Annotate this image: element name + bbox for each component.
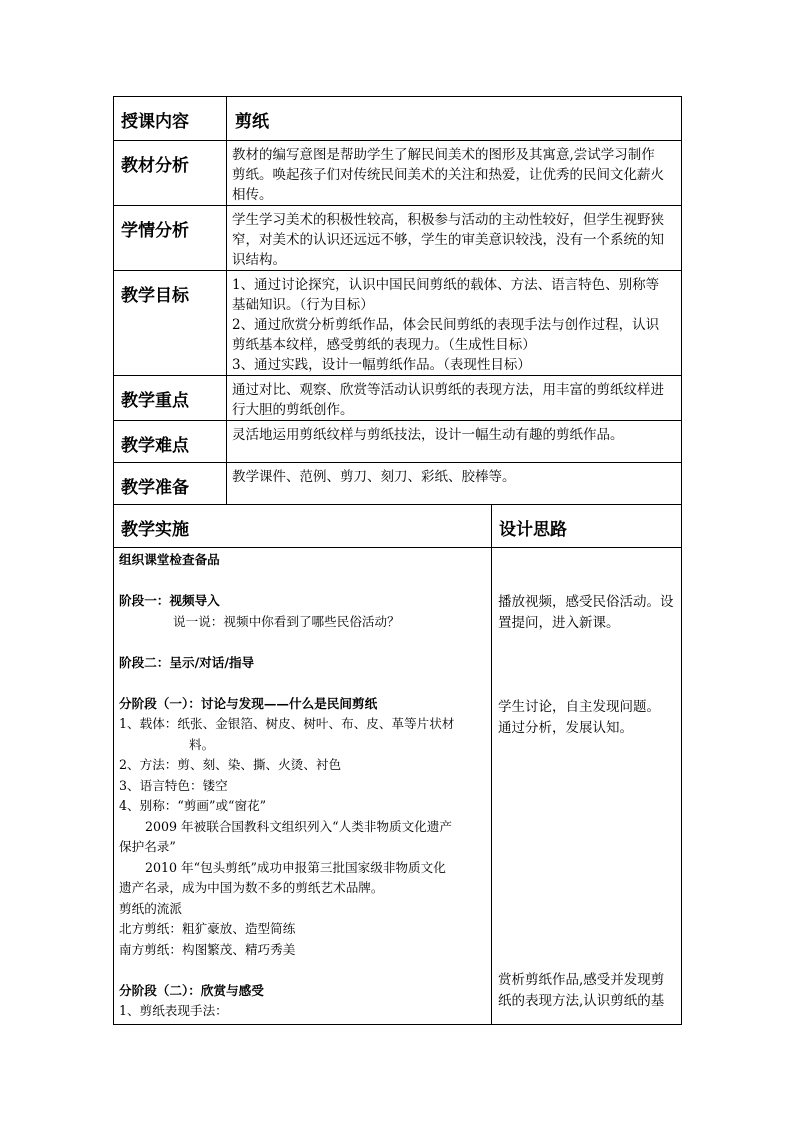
list-item: 1、剪纸表现手法：	[119, 1003, 228, 1018]
sub2-title: 分阶段（二）：欣赏与感受	[119, 982, 264, 998]
implementation-header: 教学实施	[121, 520, 189, 540]
text-line: 行大胆的剪纸创作。	[232, 402, 354, 418]
text-line: 2、通过欣赏分析剪纸作品，体会民间剪纸的表现手法与创作过程，认识	[232, 317, 660, 333]
row-label: 教学难点	[121, 436, 189, 456]
school-item: 北方剪纸：粗犷豪放、造型简练	[119, 921, 296, 936]
value-cell	[227, 97, 682, 141]
list-item: 4、别称：“剪画”或“窗花”	[119, 798, 267, 813]
row-difficulty	[114, 421, 682, 463]
text-line: 剪纸。唤起孩子们对传统民间美术的关注和热爱，让优秀的民间文化薪火	[232, 167, 664, 183]
label-cell	[114, 97, 227, 141]
sub1-title: 分阶段（一）：讨论与发现——什么是民间剪纸	[119, 695, 378, 711]
text-line: 教材的编写意图是帮助学生了解民间美术的图形及其寓意,尝试学习制作	[232, 147, 655, 163]
row-analysis	[114, 141, 682, 206]
list-item-continuation: 料。	[189, 736, 215, 752]
impl-header-row	[114, 505, 682, 548]
text-line: 学生学习美术的积极性较高，积极参与活动的主动性较好，但学生视野狭	[232, 212, 664, 228]
row-label: 教学重点	[121, 391, 189, 411]
text-line: 教学课件、范例、剪刀、刻刀、彩纸、胶棒等。	[232, 469, 516, 485]
organize-line: 组织课堂检查备品	[119, 552, 220, 567]
note-line: 保护名录”	[119, 839, 176, 854]
row-label: 教学准备	[121, 478, 189, 498]
design-note: 置提问，进入新课。	[498, 615, 620, 631]
row-label: 教材分析	[121, 156, 189, 176]
row-goals	[114, 271, 682, 376]
design-cell	[492, 548, 682, 1025]
lesson-title: 剪纸	[235, 112, 269, 132]
lesson-plan-table	[113, 96, 682, 1025]
design-note: 学生讨论，自主发现问题。	[498, 699, 660, 715]
design-header: 设计思路	[499, 520, 567, 540]
stage2-title: 阶段二：呈示/对话/指导	[119, 654, 255, 670]
stage1-question: 说一说：视频中你看到了哪些民俗活动？	[173, 613, 400, 629]
school-item: 南方剪纸：构图繁茂、精巧秀美	[119, 941, 296, 957]
row-key	[114, 376, 682, 421]
text-line: 灵活地运用剪纸纹样与剪纸技法，设计一幅生动有趣的剪纸作品。	[232, 427, 624, 443]
row-prep	[114, 463, 682, 505]
text-line: 通过对比、观察、欣赏等活动认识剪纸的表现方法，用丰富的剪纸纹样进	[232, 382, 664, 398]
text-line: 窄，对美术的认识还远远不够，学生的审美意识较浅，没有一个系统的知	[232, 232, 664, 248]
design-note: 播放视频，感受民俗活动。设	[498, 594, 674, 610]
note-line: 2009 年被联合国教科文组织列入“人类非物质文化遗产	[145, 818, 452, 834]
text-line: 3、通过实践，设计一幅剪纸作品。（表现性目标）	[232, 357, 531, 373]
text-line: 相传。	[232, 187, 273, 203]
design-note: 通过分析，发展认知。	[498, 720, 633, 736]
text-line: 1、通过讨论探究，认识中国民间剪纸的载体、方法、语言特色、别称等	[232, 277, 660, 293]
implementation-cell	[114, 548, 492, 1025]
impl-body-row	[114, 548, 682, 1025]
row-learners	[114, 206, 682, 271]
row-label: 授课内容	[121, 112, 189, 132]
row-content	[114, 97, 682, 141]
list-item: 1、载体：纸张、金银箔、树皮、树叶、布、皮、革等片状材	[119, 716, 455, 731]
note-line: 2010 年“包头剪纸”成功申报第三批国家级非物质文化	[145, 859, 446, 875]
text-line: 识结构。	[232, 252, 286, 268]
text-line: 基础知识。（行为目标）	[232, 297, 374, 313]
list-item: 3、语言特色：镂空	[119, 777, 228, 793]
note-line: 遗产名录，成为中国为数不多的剪纸艺术品牌。	[119, 880, 384, 895]
text-line: 剪纸基本纹样，感受剪纸的表现力。（生成性目标）	[232, 337, 536, 353]
list-item: 2、方法：剪、刻、染、撕、火烫、衬色	[119, 757, 342, 772]
schools-heading: 剪纸的流派	[119, 900, 182, 916]
design-note: 纸的表现方法,认识剪纸的基	[498, 993, 665, 1009]
row-label: 教学目标	[121, 286, 189, 306]
row-label: 学情分析	[121, 221, 189, 241]
design-note: 赏析剪纸作品,感受并发现剪	[498, 972, 665, 988]
stage1-title: 阶段一：视频导入	[119, 593, 220, 608]
